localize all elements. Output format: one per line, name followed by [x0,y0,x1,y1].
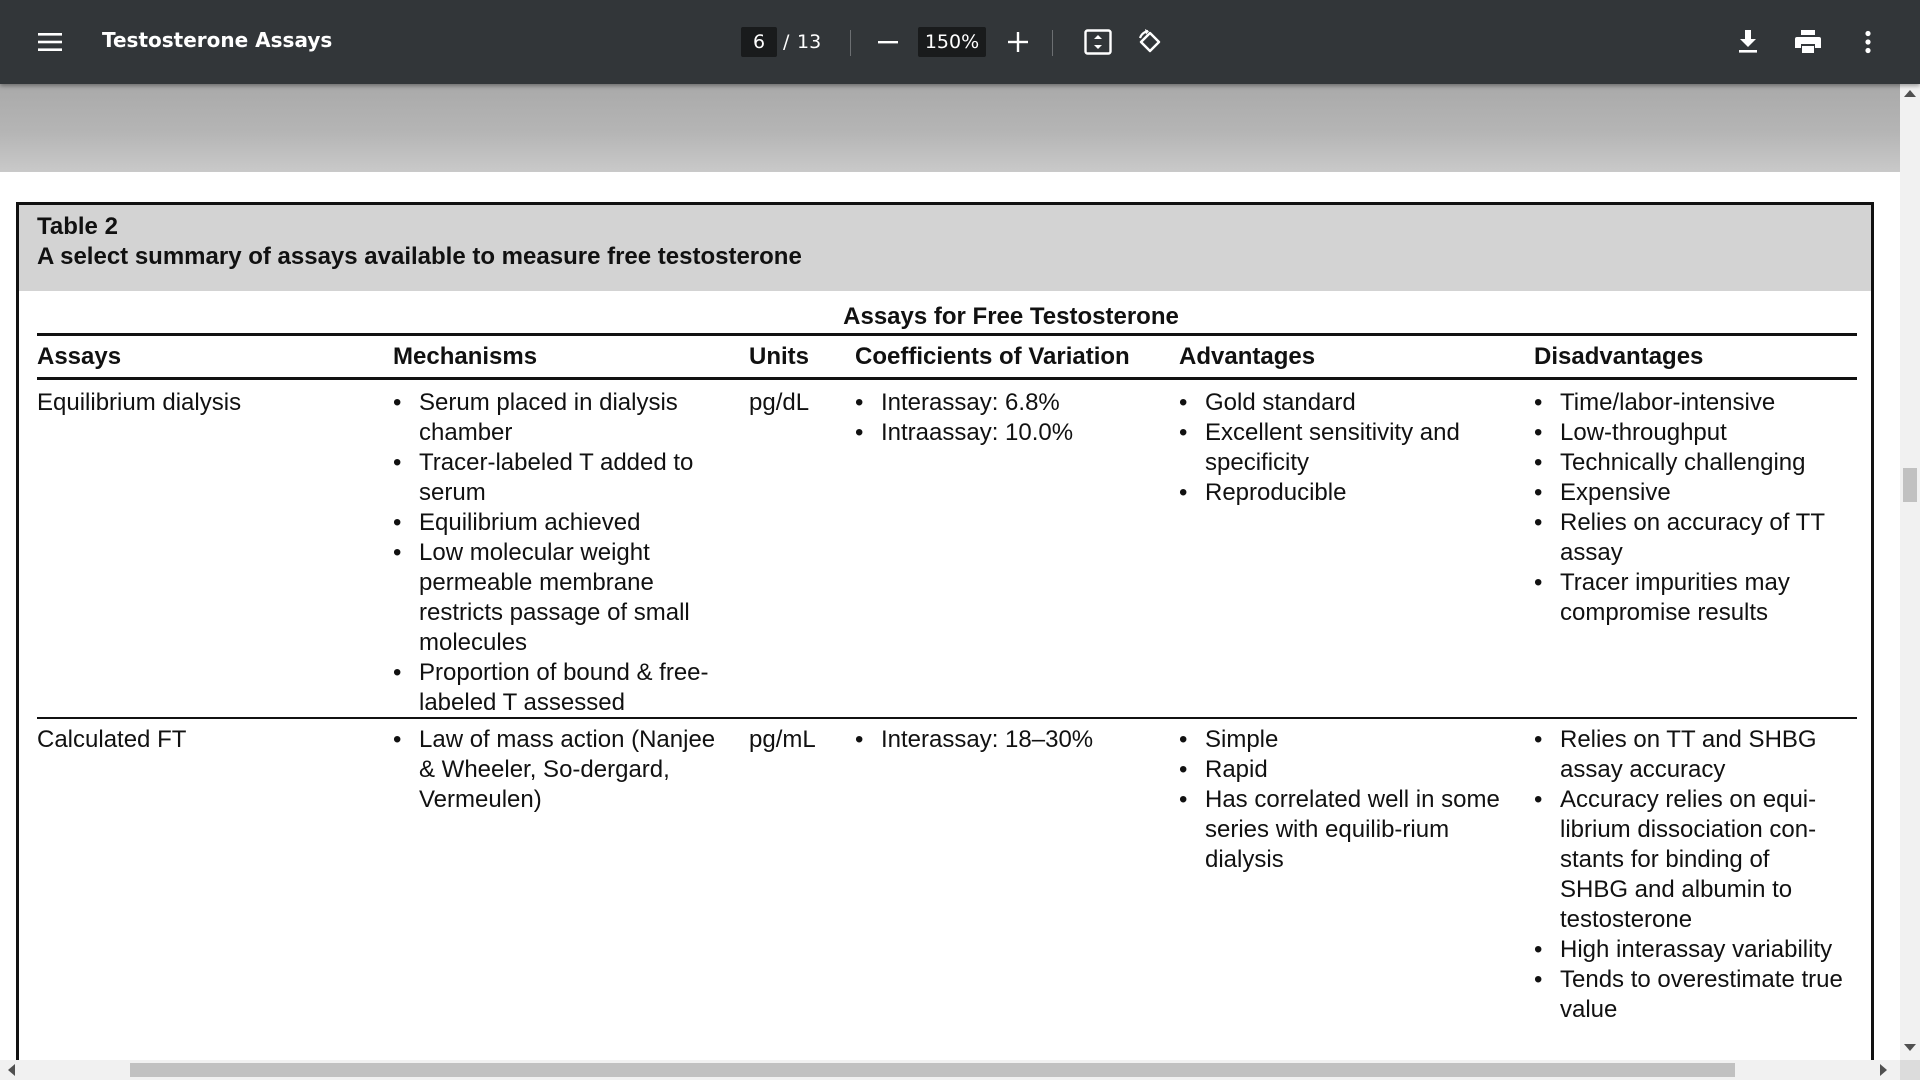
table-group-header: Assays for Free Testosterone [37,291,1857,336]
list-item: • Interassay: 18–30% [855,725,1165,755]
document-viewer[interactable] [0,84,1900,1060]
assay-name: Equilibrium dialysis [37,389,242,416]
list-item: • Low-throughput [1534,418,1843,448]
column-header-cv: Coefficients of Variation [855,342,1130,370]
column-header-disadvantages: Disadvantages [1534,342,1704,370]
units-cell: pg/mL [749,726,816,753]
print-button[interactable] [1788,22,1828,62]
menu-button[interactable] [30,22,70,62]
horizontal-scrollbar[interactable] [0,1060,1900,1080]
toolbar-divider [850,30,851,56]
table-column-headers [37,336,1857,380]
list-item: • Tends to overestimate true value [1534,965,1843,1025]
list-item: • Gold standard [1179,388,1520,418]
list-item: • Simple [1179,725,1520,755]
vertical-scrollbar[interactable] [1900,84,1920,1060]
list-item: • Serum placed in dialysis chamber [393,388,735,448]
table-row [37,380,1857,719]
toolbar-divider [1052,30,1053,56]
list-item: • Tracer-labeled T added to serum [393,448,735,508]
assay-table [37,291,1857,1025]
column-header-units: Units [749,342,809,370]
zoom-in-button[interactable] [998,22,1038,62]
scroll-left-arrow-icon[interactable] [8,1064,15,1076]
disadvantages-cell [1534,388,1857,717]
table-2 [16,202,1874,1060]
scroll-down-arrow-icon[interactable] [1904,1044,1916,1051]
document-title: Testosterone Assays [102,28,333,52]
print-icon [1795,30,1821,54]
cv-cell [855,388,1179,717]
horizontal-scroll-thumb[interactable] [130,1063,1735,1077]
list-item: • Low molecular weight permeable membrane restricts passage of small molecules [393,538,735,658]
assay-name: Calculated FT [37,726,187,753]
previous-page-bottom [0,84,1900,172]
download-button[interactable] [1728,22,1768,62]
scroll-right-arrow-icon[interactable] [1880,1064,1887,1076]
disadvantages-cell [1534,725,1857,1025]
column-header-assays: Assays [37,342,122,370]
zoom-out-button[interactable] [868,22,908,62]
mechanisms-cell [393,725,749,1025]
plus-icon [1008,32,1028,52]
list-item: • Technically challenging [1534,448,1843,478]
table-number: Table 2 [37,213,118,240]
fit-to-page-button[interactable] [1078,22,1118,62]
rotate-button[interactable] [1130,22,1170,62]
list-item: • High interassay variability [1534,935,1843,965]
list-item: • Rapid [1179,755,1520,785]
list-item: • Equilibrium achieved [393,508,735,538]
list-item: • Tracer impurities may compromise results [1534,568,1843,628]
fit-to-page-icon [1084,29,1112,55]
table-caption-band [19,205,1871,291]
pdf-toolbar [0,0,1920,84]
more-vert-icon [1864,30,1872,54]
mechanisms-cell [393,388,749,717]
advantages-cell [1179,725,1534,1025]
column-header-mechanisms: Mechanisms [393,342,538,370]
list-item: • Reproducible [1179,478,1520,508]
zoom-level-input[interactable]: 150% [918,27,986,57]
list-item: • Relies on TT and SHBG assay accuracy [1534,725,1843,785]
rotate-icon [1136,28,1164,56]
list-item: • Excellent sensitivity and specificity [1179,418,1520,478]
list-item: • Intraassay: 10.0% [855,418,1165,448]
minus-icon [878,32,898,52]
list-item: • Proportion of bound & free-labeled T assessed [393,658,735,718]
list-item: • Interassay: 6.8% [855,388,1165,418]
cv-cell [855,725,1179,1025]
page-total: 13 [797,31,822,53]
list-item: • Law of mass action (Nanjee & Wheeler, So-dergard, Vermeulen) [393,725,735,815]
scrollbar-corner [1900,1060,1920,1080]
units-cell: pg/dL [749,389,810,416]
table-row [37,719,1857,1025]
menu-icon [38,32,62,52]
list-item: • Relies on accuracy of TT assay [1534,508,1843,568]
advantages-cell [1179,388,1534,717]
list-item: • Accuracy relies on equi-librium dissociation con-stants for binding of SHBG and albumin to testosterone [1534,785,1843,935]
table-caption: A select summary of assays available to measure free testosterone [37,243,802,270]
list-item: • Time/labor-intensive [1534,388,1843,418]
download-icon [1737,30,1759,54]
more-actions-button[interactable] [1848,22,1888,62]
page-number-input[interactable]: 6 [741,27,777,57]
list-item: • Expensive [1534,478,1843,508]
vertical-scroll-thumb[interactable] [1903,468,1917,502]
page-separator: / [783,31,790,53]
column-header-advantages: Advantages [1179,342,1316,370]
scroll-up-arrow-icon[interactable] [1904,90,1916,97]
list-item: • Has correlated well in some series with equilib-rium dialysis [1179,785,1520,875]
